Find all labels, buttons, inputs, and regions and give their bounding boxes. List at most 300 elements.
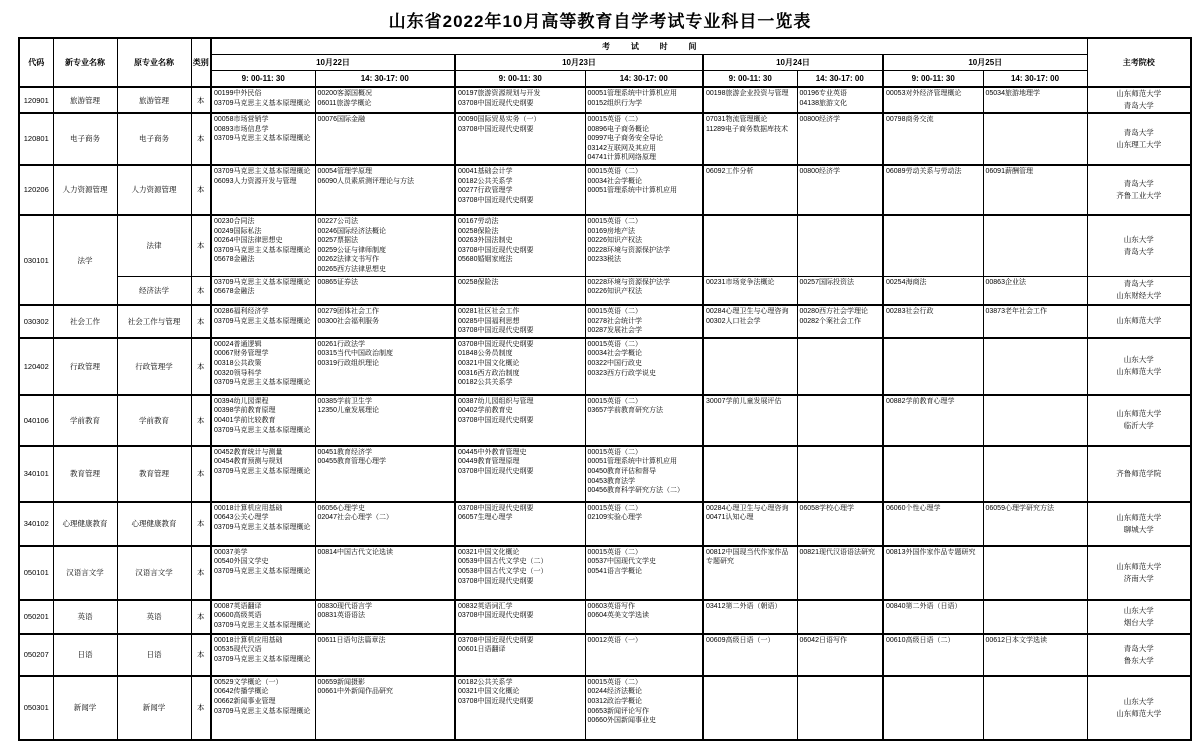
course-item: 00840第二外语（日语） <box>886 602 962 610</box>
new-major-cell: 日语 <box>53 634 117 676</box>
course-item: 00312政治学概论 <box>587 698 642 705</box>
course-item: 00037美学 <box>214 548 248 556</box>
course-item: 00451教育经济学 <box>317 448 372 456</box>
course-item: 00529文学概论（一） <box>214 678 283 686</box>
course-item: 00538中国古代文学史（一） <box>458 568 548 575</box>
course-item: 00540外国文学史 <box>214 558 269 566</box>
session-cell <box>703 113 797 165</box>
code-cell: 050207 <box>19 634 53 676</box>
course-item: 03708中国近现代史纲要 <box>458 196 534 204</box>
session-cell <box>455 215 585 276</box>
course-item: 00453教育法学 <box>587 477 635 485</box>
session-cell <box>883 113 983 165</box>
new-major-cell: 英语 <box>53 600 117 634</box>
course-item: 00015英语（二） <box>587 340 642 348</box>
course-item: 00264中国法律思想史 <box>214 237 283 245</box>
session-cell <box>315 546 455 600</box>
institution-item: 临沂大学 <box>1123 421 1154 431</box>
institution-item: 山东师范大学 <box>1116 89 1162 98</box>
course-item: 00316西方政治制度 <box>458 369 520 377</box>
course-item: 00015英语（二） <box>587 548 642 556</box>
session-cell <box>585 600 703 634</box>
course-item: 00882学前教育心理学 <box>886 397 955 405</box>
course-item: 03709马克思主义基本原理概论 <box>214 707 311 715</box>
course-item: 00259公证与律师制度 <box>317 246 386 254</box>
course-item: 00611日语句法篇章法 <box>317 636 386 644</box>
course-item: 00053对外经济管理概论 <box>886 90 962 97</box>
code-cell: 050201 <box>19 600 53 634</box>
course-item: 00258保险法 <box>458 227 499 235</box>
old-major-cell: 英语 <box>117 600 191 634</box>
code-cell: 030101 <box>19 215 53 305</box>
institution-cell <box>1087 502 1191 546</box>
course-item: 03709马克思主义基本原理概论 <box>214 167 311 175</box>
session-cell <box>983 446 1087 502</box>
old-major-cell: 法律 <box>117 215 191 276</box>
institution-cell <box>1087 113 1191 165</box>
session-cell <box>585 165 703 215</box>
new-major-cell: 人力资源管理 <box>53 165 117 215</box>
session-cell <box>455 276 585 305</box>
session-cell <box>703 338 797 395</box>
timetable-body <box>19 87 1191 740</box>
course-item: 00318公共政策 <box>214 360 262 367</box>
header-pm-oct23: 14: 30-17: 00 <box>585 71 703 88</box>
course-item: 00539中国古代文学史（二） <box>458 558 548 566</box>
course-item: 00283社会行政 <box>886 308 934 316</box>
session-cell <box>883 165 983 215</box>
table-row <box>19 276 1191 305</box>
course-item: 30007学前儿童发展评估 <box>706 397 782 405</box>
exam-timetable <box>18 37 1192 741</box>
table-row <box>19 113 1191 165</box>
session-cell <box>703 634 797 676</box>
session-cell <box>455 546 585 600</box>
institution-cell <box>1087 634 1191 676</box>
course-item: 00284心理卫生与心理咨询 <box>706 504 789 512</box>
session-cell <box>883 338 983 395</box>
session-cell <box>797 676 883 740</box>
session-cell <box>315 634 455 676</box>
institution-item: 山东大学 <box>1123 355 1154 365</box>
table-row <box>19 165 1191 215</box>
table-row <box>19 305 1191 338</box>
institution-cell <box>1087 87 1191 113</box>
course-item: 03708中国近现代史纲要 <box>458 340 534 348</box>
course-item: 00015英语（二） <box>587 116 642 123</box>
course-item: 01848公务员制度 <box>458 350 513 358</box>
course-item: 03708中国近现代史纲要 <box>458 417 534 424</box>
course-item: 00603英语写作 <box>587 602 635 610</box>
course-item: 00015英语（二） <box>587 448 642 456</box>
course-item: 06089劳动关系与劳动法 <box>886 167 962 175</box>
course-item: 00662新闻事业管理 <box>214 698 276 705</box>
course-item: 00322中国行政史 <box>587 360 642 367</box>
header-date-oct24: 10月24日 <box>703 55 883 71</box>
session-cell <box>211 395 315 446</box>
new-major-cell: 旅游管理 <box>53 87 117 113</box>
course-item: 00034社会学概论 <box>587 350 642 358</box>
session-cell <box>983 676 1087 740</box>
header-date-oct25: 10月25日 <box>883 55 1087 71</box>
session-cell <box>585 113 703 165</box>
session-cell <box>703 676 797 740</box>
session-cell <box>211 165 315 215</box>
course-item: 00167劳动法 <box>458 217 499 225</box>
course-item: 00198旅游企业投资与管理 <box>706 90 789 97</box>
session-cell <box>983 165 1087 215</box>
course-item: 00831英语语法 <box>317 612 365 620</box>
course-item: 00199中外民俗 <box>214 90 262 97</box>
session-cell <box>585 634 703 676</box>
code-cell: 050301 <box>19 676 53 740</box>
session-cell <box>703 600 797 634</box>
course-item: 00197旅游资源规划与开发 <box>458 90 541 97</box>
session-cell <box>883 600 983 634</box>
old-major-cell: 学前教育 <box>117 395 191 446</box>
course-item: 00450教育评估和督导 <box>587 468 656 475</box>
course-item: 00231市场竞争法概论 <box>706 278 775 286</box>
session-cell <box>455 676 585 740</box>
new-major-cell: 新闻学 <box>53 676 117 740</box>
course-item: 00300社会福利服务 <box>317 317 379 325</box>
old-major-cell: 人力资源管理 <box>117 165 191 215</box>
institution-cell <box>1087 546 1191 600</box>
category-cell: 本 <box>191 113 211 165</box>
institution-cell <box>1087 676 1191 740</box>
new-major-cell: 行政管理 <box>53 338 117 395</box>
header-old-major: 原专业名称 <box>117 38 191 87</box>
header-am-oct22: 9: 00-11: 30 <box>211 71 315 88</box>
category-cell: 本 <box>191 305 211 338</box>
old-major-cell: 经济法学 <box>117 276 191 305</box>
new-major-cell: 汉语言文学 <box>53 546 117 600</box>
course-item: 00262法律文书写作 <box>317 256 379 264</box>
old-major-cell: 汉语言文学 <box>117 546 191 600</box>
code-cell: 120801 <box>19 113 53 165</box>
session-cell <box>703 305 797 338</box>
course-item: 00051管理系统中计算机应用 <box>587 90 677 97</box>
category-cell: 本 <box>191 87 211 113</box>
code-cell: 120402 <box>19 338 53 395</box>
course-item: 00076国际金融 <box>317 116 365 123</box>
old-major-cell: 旅游管理 <box>117 87 191 113</box>
course-item: 06060个性心理学 <box>886 504 941 512</box>
course-item: 00230合同法 <box>214 217 255 225</box>
course-item: 03709马克思主义基本原理概论 <box>214 379 311 387</box>
session-cell <box>315 113 455 165</box>
session-cell <box>315 305 455 338</box>
course-item: 00456教育科学研究方法（二） <box>587 487 684 495</box>
course-item: 00015英语（二） <box>587 678 642 686</box>
session-cell <box>883 446 983 502</box>
session-cell <box>211 634 315 676</box>
session-cell <box>797 113 883 165</box>
session-cell <box>211 600 315 634</box>
course-item: 07031物流管理概论 <box>706 116 768 123</box>
session-cell <box>797 546 883 600</box>
old-major-cell: 日语 <box>117 634 191 676</box>
course-item: 00169房地产法 <box>587 227 635 235</box>
course-item: 00182公共关系学 <box>458 678 513 686</box>
course-item: 06056心理学史 <box>317 504 365 512</box>
session-cell <box>883 546 983 600</box>
course-item: 00200客源国概况 <box>317 90 372 97</box>
table-header <box>19 38 1191 87</box>
course-item: 00821现代汉语语法研究 <box>799 548 875 556</box>
code-cell: 120206 <box>19 165 53 215</box>
course-item: 00244经济法概论 <box>587 688 642 696</box>
course-item: 00387幼儿园组织与管理 <box>458 397 534 405</box>
old-major-cell: 社会工作与管理 <box>117 305 191 338</box>
table-row <box>19 546 1191 600</box>
course-item: 00067财务管理学 <box>214 350 269 358</box>
course-item: 11289电子商务数据库技术 <box>706 125 788 133</box>
code-cell: 040106 <box>19 395 53 446</box>
course-item: 04138旅游文化 <box>799 99 847 107</box>
course-item: 05678金融法 <box>214 288 255 296</box>
course-item: 00280西方社会学理论 <box>799 308 868 316</box>
session-cell <box>455 305 585 338</box>
session-cell <box>983 395 1087 446</box>
course-item: 00015英语（二） <box>587 308 642 316</box>
course-item: 00455教育管理心理学 <box>317 458 386 466</box>
header-pm-oct22: 14: 30-17: 00 <box>315 71 455 88</box>
session-cell <box>315 215 455 276</box>
header-date-oct23: 10月23日 <box>455 55 703 71</box>
session-cell <box>315 446 455 502</box>
session-cell <box>983 87 1087 113</box>
course-item: 00258保险法 <box>458 278 499 286</box>
course-item: 00642传播学概论 <box>214 688 269 696</box>
session-cell <box>797 87 883 113</box>
course-item: 00226知识产权法 <box>587 288 642 296</box>
course-item: 03142互联网及其应用 <box>587 144 656 152</box>
header-code: 代码 <box>19 38 53 87</box>
course-item: 00182公共关系学 <box>458 379 513 387</box>
session-cell <box>211 546 315 600</box>
course-item: 03657学前教育研究方法 <box>587 407 663 415</box>
course-item: 00034社会学概论 <box>587 177 642 185</box>
course-item: 00813外国作家作品专题研究 <box>886 548 976 556</box>
course-item: 03709马克思主义基本原理概论 <box>214 99 311 107</box>
category-cell: 本 <box>191 502 211 546</box>
course-item: 00609高级日语（一） <box>706 636 775 644</box>
course-item: 00257国际投资法 <box>799 278 854 286</box>
course-item: 03708中国近现代史纲要 <box>458 125 534 133</box>
session-cell <box>983 502 1087 546</box>
institution-item: 齐鲁师范学院 <box>1116 468 1162 478</box>
course-item: 00449教育管理原理 <box>458 458 520 466</box>
session-cell <box>703 87 797 113</box>
course-item: 03708中国近现代史纲要 <box>458 698 534 705</box>
course-item: 00893市场信息学 <box>214 125 269 133</box>
session-cell <box>211 113 315 165</box>
course-item: 00660外国新闻事业史 <box>587 717 656 725</box>
session-cell <box>797 338 883 395</box>
session-cell <box>455 87 585 113</box>
course-item: 00278社会统计学 <box>587 317 642 325</box>
session-cell <box>983 215 1087 276</box>
category-cell: 本 <box>191 215 211 276</box>
session-cell <box>455 165 585 215</box>
course-item: 03708中国近现代史纲要 <box>458 504 534 512</box>
course-item: 05680婚姻家庭法 <box>458 256 513 264</box>
session-cell <box>797 600 883 634</box>
course-item: 00643公关心理学 <box>214 514 269 522</box>
session-cell <box>983 276 1087 305</box>
session-cell <box>797 276 883 305</box>
session-cell <box>211 676 315 740</box>
course-item: 00321中国文化概论 <box>458 688 520 696</box>
course-item: 00015英语（二） <box>587 397 642 405</box>
course-item: 03709马克思主义基本原理概论 <box>214 317 311 325</box>
session-cell <box>797 634 883 676</box>
institution-item: 济南大学 <box>1123 573 1154 583</box>
session-cell <box>585 676 703 740</box>
institution-item: 青岛大学 <box>1123 643 1154 653</box>
institution-item: 山东师范大学 <box>1116 512 1162 522</box>
course-item: 00054管理学原理 <box>317 167 372 175</box>
course-item: 06057生理心理学 <box>458 514 513 522</box>
course-item: 00315当代中国政治制度 <box>317 350 393 358</box>
course-item: 00263外国法制史 <box>458 237 513 245</box>
new-major-cell: 社会工作 <box>53 305 117 338</box>
new-major-cell: 心理健康教育 <box>53 502 117 546</box>
session-cell <box>983 338 1087 395</box>
session-cell <box>315 502 455 546</box>
course-item: 00015英语（二） <box>587 504 642 512</box>
institution-item: 聊城大学 <box>1123 524 1154 534</box>
course-item: 03709马克思主义基本原理概论 <box>214 246 311 254</box>
course-item: 00385学前卫生学 <box>317 397 372 405</box>
institution-item: 山东理工大学 <box>1116 139 1162 149</box>
course-item: 03709马克思主义基本原理概论 <box>214 524 311 531</box>
course-item: 05678金融法 <box>214 256 255 264</box>
course-item: 00610高级日语（二） <box>886 636 955 644</box>
course-item: 00865证券法 <box>317 278 358 286</box>
course-item: 00398学前教育原理 <box>214 407 276 415</box>
session-cell <box>211 305 315 338</box>
code-cell: 340101 <box>19 446 53 502</box>
course-item: 03709马克思主义基本原理概论 <box>214 278 311 286</box>
course-item: 00282个案社会工作 <box>799 317 861 325</box>
course-item: 00320领导科学 <box>214 369 262 377</box>
institution-item: 山东师范大学 <box>1116 367 1162 377</box>
institution-item: 山东师范大学 <box>1116 708 1162 718</box>
session-cell <box>797 502 883 546</box>
header-am-oct23: 9: 00-11: 30 <box>455 71 585 88</box>
course-item: 00233税法 <box>587 256 621 264</box>
institution-item: 青岛大学 <box>1123 101 1154 110</box>
course-item: 00896电子商务概论 <box>587 125 649 133</box>
course-item: 00281社区社会工作 <box>458 308 520 316</box>
table-row <box>19 634 1191 676</box>
session-cell <box>211 446 315 502</box>
course-item: 00090国际贸易实务（一） <box>458 116 541 123</box>
table-row <box>19 395 1191 446</box>
category-cell: 本 <box>191 276 211 305</box>
header-pm-oct24: 14: 30-17: 00 <box>797 71 883 88</box>
course-item: 00814中国古代文论选读 <box>317 548 393 556</box>
course-item: 00321中国文化概论 <box>458 548 520 556</box>
session-cell <box>585 395 703 446</box>
new-major-cell: 法学 <box>53 215 117 305</box>
course-item: 00196专业英语 <box>799 90 847 97</box>
course-item: 00471认知心理 <box>706 514 754 522</box>
course-item: 00800经济学 <box>799 167 840 175</box>
institution-cell <box>1087 215 1191 276</box>
course-item: 03708中国近现代史纲要 <box>458 99 534 107</box>
session-cell <box>797 395 883 446</box>
course-item: 00284心理卫生与心理咨询 <box>706 308 789 316</box>
course-item: 00601日语翻译 <box>458 646 506 654</box>
old-major-cell: 电子商务 <box>117 113 191 165</box>
course-item: 00228环境与资源保护法学 <box>587 278 670 286</box>
course-item: 00812中国现当代作家作品专题研究 <box>706 548 789 566</box>
institution-cell <box>1087 446 1191 502</box>
old-major-cell: 教育管理 <box>117 446 191 502</box>
session-cell <box>455 446 585 502</box>
course-item: 00287发展社会学 <box>587 327 642 335</box>
course-item: 05034旅游地理学 <box>985 90 1040 97</box>
table-row <box>19 446 1191 502</box>
session-cell <box>315 338 455 395</box>
session-cell <box>315 276 455 305</box>
institution-cell <box>1087 395 1191 446</box>
course-item: 00227公司法 <box>317 217 358 225</box>
course-item: 00830现代语言学 <box>317 602 372 610</box>
course-item: 00863企业法 <box>985 278 1026 286</box>
course-item: 00152组织行为学 <box>587 99 642 107</box>
category-cell: 本 <box>191 338 211 395</box>
course-item: 06091薪酬管理 <box>985 167 1033 175</box>
course-item: 03709马克思主义基本原理概论 <box>214 656 311 663</box>
session-cell <box>585 338 703 395</box>
session-cell <box>315 600 455 634</box>
institution-cell <box>1087 600 1191 634</box>
course-item: 00302人口社会学 <box>706 317 761 325</box>
institution-item: 鲁东大学 <box>1123 655 1154 665</box>
course-item: 06093人力资源开发与管理 <box>214 177 297 185</box>
institution-item: 山东大学 <box>1123 696 1154 706</box>
course-item: 12350儿童发展理论 <box>317 407 379 415</box>
new-major-cell: 电子商务 <box>53 113 117 165</box>
course-item: 00612日本文学选读 <box>985 636 1047 644</box>
institution-item: 山东大学 <box>1123 605 1154 615</box>
course-item: 06042日语写作 <box>799 636 847 644</box>
table-row <box>19 87 1191 113</box>
session-cell <box>315 87 455 113</box>
table-row <box>19 600 1191 634</box>
course-item: 00228环境与资源保护法学 <box>587 246 670 254</box>
institution-item: 青岛大学 <box>1123 127 1154 137</box>
code-cell: 340102 <box>19 502 53 546</box>
course-item: 00323西方行政学说史 <box>587 369 656 377</box>
institution-cell <box>1087 276 1191 305</box>
session-cell <box>703 165 797 215</box>
course-item: 00653新闻评论写作 <box>587 707 649 715</box>
course-item: 03708中国近现代史纲要 <box>458 246 534 254</box>
session-cell <box>211 338 315 395</box>
session-cell <box>983 546 1087 600</box>
course-item: 03709马克思主义基本原理概论 <box>214 135 311 143</box>
session-cell <box>585 446 703 502</box>
session-cell <box>585 87 703 113</box>
session-cell <box>797 446 883 502</box>
category-cell: 本 <box>191 676 211 740</box>
course-item: 00018计算机应用基础 <box>214 636 283 644</box>
